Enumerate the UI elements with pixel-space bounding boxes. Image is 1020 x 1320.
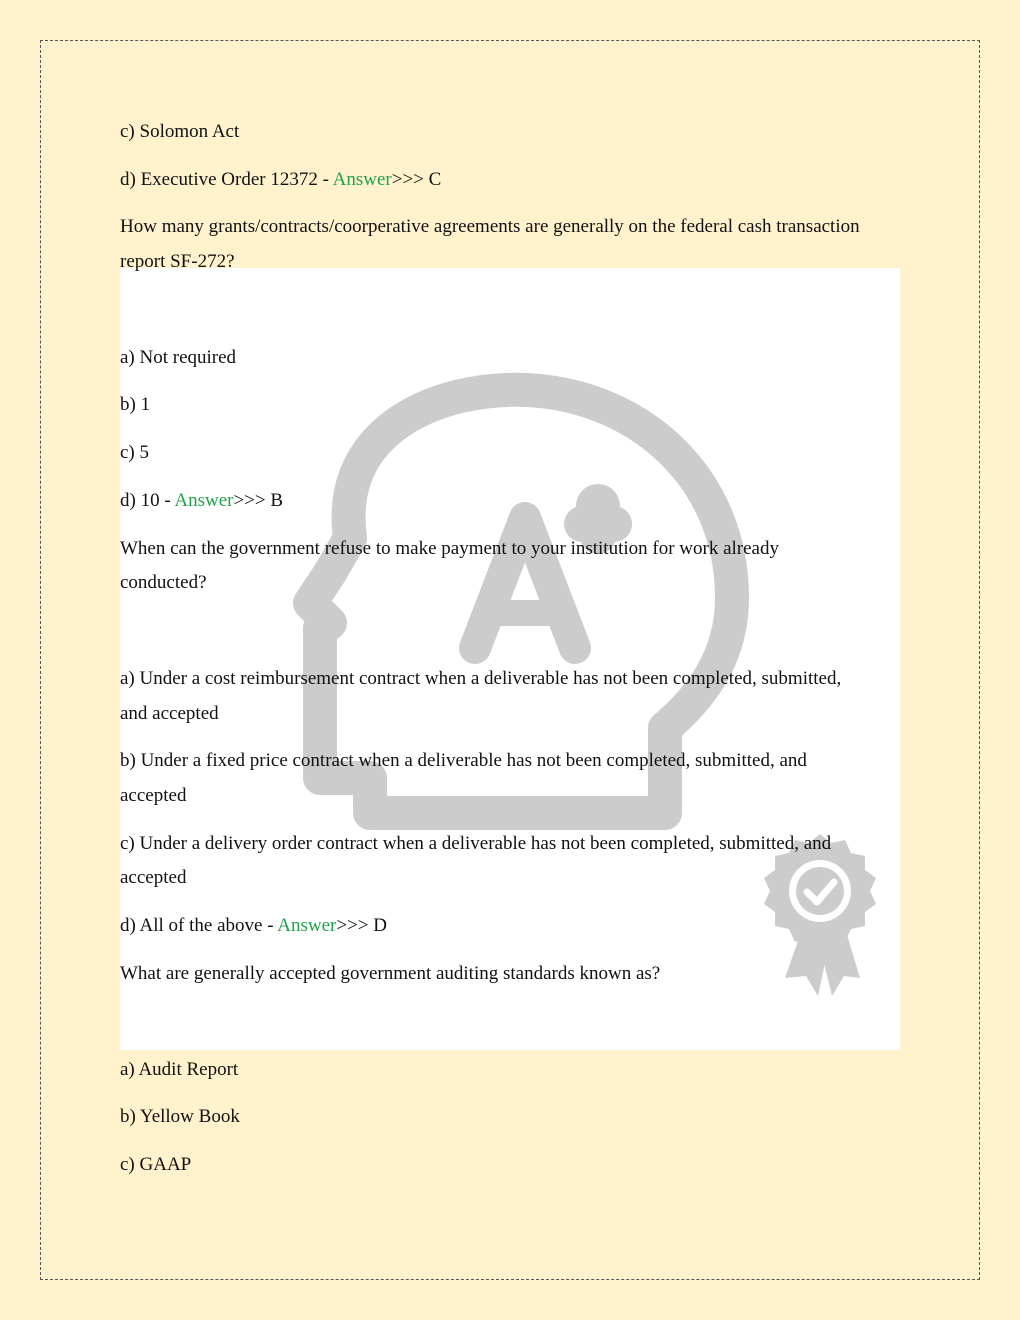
option-c: c) Under a delivery order contract when a deliverable has not been completed, submitted, and <box>120 833 832 854</box>
option-b: b) Yellow Book <box>120 1106 240 1127</box>
option-b: b) Under a fixed price contract when a deliverable has not been completed, submitted, and <box>120 750 807 771</box>
option-a: a) Under a cost reimbursement contract when a deliverable has not been completed, submitted, <box>120 668 842 689</box>
option-c-solomon-act: c) Solomon Act <box>120 121 240 142</box>
question-text: How many grants/contracts/coorperative agreements are generally on the federal cash transaction <box>120 216 860 237</box>
question-text-continued: report SF-272? <box>120 251 235 272</box>
option-c: c) GAAP <box>120 1154 192 1175</box>
option-b-continued: accepted <box>120 785 187 806</box>
option-d-with-answer: d) 10 - Answer>>> B <box>120 490 284 511</box>
question-text: When can the government refuse to make payment to your institution for work already <box>120 538 779 559</box>
option-d-with-answer: d) All of the above - Answer>>> D <box>120 915 387 936</box>
option-b: b) 1 <box>120 394 151 415</box>
answer-label: Answer <box>277 915 337 936</box>
option-c-continued: accepted <box>120 867 187 888</box>
option-a-continued: and accepted <box>120 703 219 724</box>
option-c: c) 5 <box>120 442 150 463</box>
option-d-executive-order: d) Executive Order 12372 - Answer>>> C <box>120 169 442 190</box>
answer-label: Answer <box>332 169 392 190</box>
question-text-continued: conducted? <box>120 572 207 593</box>
option-a: a) Not required <box>120 347 237 368</box>
question-text: What are generally accepted government auditing standards known as? <box>120 963 661 984</box>
answer-label: Answer <box>174 490 234 511</box>
option-a: a) Audit Report <box>120 1059 239 1080</box>
